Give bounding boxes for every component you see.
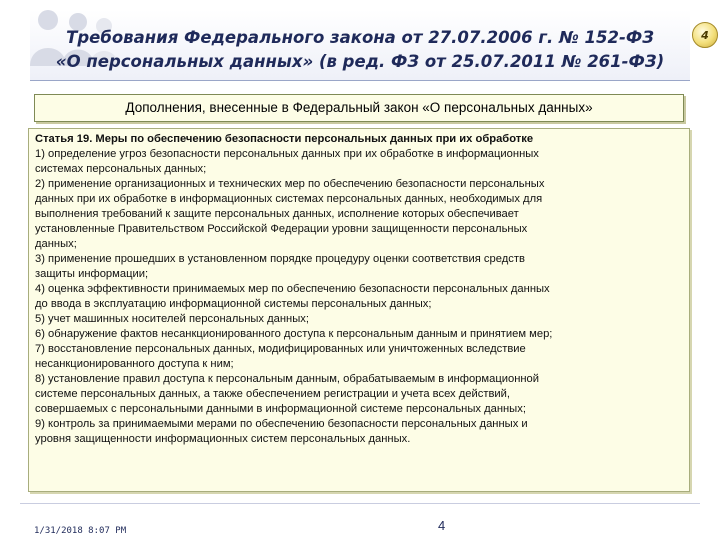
title-line-1: Требования Федерального закона от 27.07.2006 г. № 152-ФЗ — [66, 28, 654, 47]
title-line-2: «О персональных данных» (в ред. ФЗ от 25.07.2011 № 261-ФЗ) — [55, 52, 665, 71]
article-title: Статья 19. Меры по обеспечению безопасности персональных данных при их обработке — [35, 133, 534, 145]
content-line: 5) учет машинных носителей персональных данных; — [35, 313, 309, 325]
content-line: 8) установление правил доступа к персональным данным, обрабатываемым в информационной — [35, 373, 540, 385]
content-line: выполнения требований к защите персональных данных, исполнение которых обеспечивает — [35, 208, 519, 220]
content-line: уровня защищенности информационных систем персональных данных. — [35, 433, 411, 445]
content-line: системе персональных данных, а также обеспечением регистрации и учета всех действий, — [35, 388, 511, 400]
content-text — [35, 132, 685, 447]
slide-title — [30, 26, 690, 74]
footer-page-number: 4 — [438, 518, 446, 533]
content-line: 4) оценка эффективности принимаемых мер по обеспечению безопасности персональных данных — [35, 283, 550, 295]
content-line: 6) обнаружение фактов несанкционированного доступа к персональным данным и принятием мер; — [35, 328, 553, 340]
content-line: 9) контроль за принимаемыми мерами по обеспечению безопасности персональных данных и — [35, 418, 528, 430]
content-line: 7) восстановление персональных данных, модифицированных или уничтоженных вследствие — [35, 343, 526, 355]
content-line: установленные Правительством Российской Федерации уровни защищенности персональных — [35, 223, 528, 235]
footer-date: 1/31/2018 8:07 PM — [34, 526, 127, 536]
content-line: системах персональных данных; — [35, 163, 207, 175]
content-panel — [28, 128, 690, 492]
sub-header: Дополнения, внесенные в Федеральный закон «О персональных данных» — [34, 94, 684, 122]
footer-divider — [20, 503, 700, 504]
content-line: защиты информации; — [35, 268, 149, 280]
content-line: 2) применение организационных и технических мер по обеспечению безопасности персональных — [35, 178, 545, 190]
content-line: несанкционированного доступа к ним; — [35, 358, 234, 370]
content-line: 3) применение прошедших в установленном порядке процедуру оценки соответствия средств — [35, 253, 525, 265]
content-line: данных при их обработке в информационных системах персональных данных, необходимых для — [35, 193, 543, 205]
content-line: до ввода в эксплуатацию информационной системы персональных данных; — [35, 298, 432, 310]
page-badge: 4 — [692, 22, 718, 48]
content-line: совершаемых с персональными данными в информационной системе персональных данных; — [35, 403, 526, 415]
content-line: данных; — [35, 238, 77, 250]
content-line: 1) определение угроз безопасности персональных данных при их обработке в информационных — [35, 148, 539, 160]
